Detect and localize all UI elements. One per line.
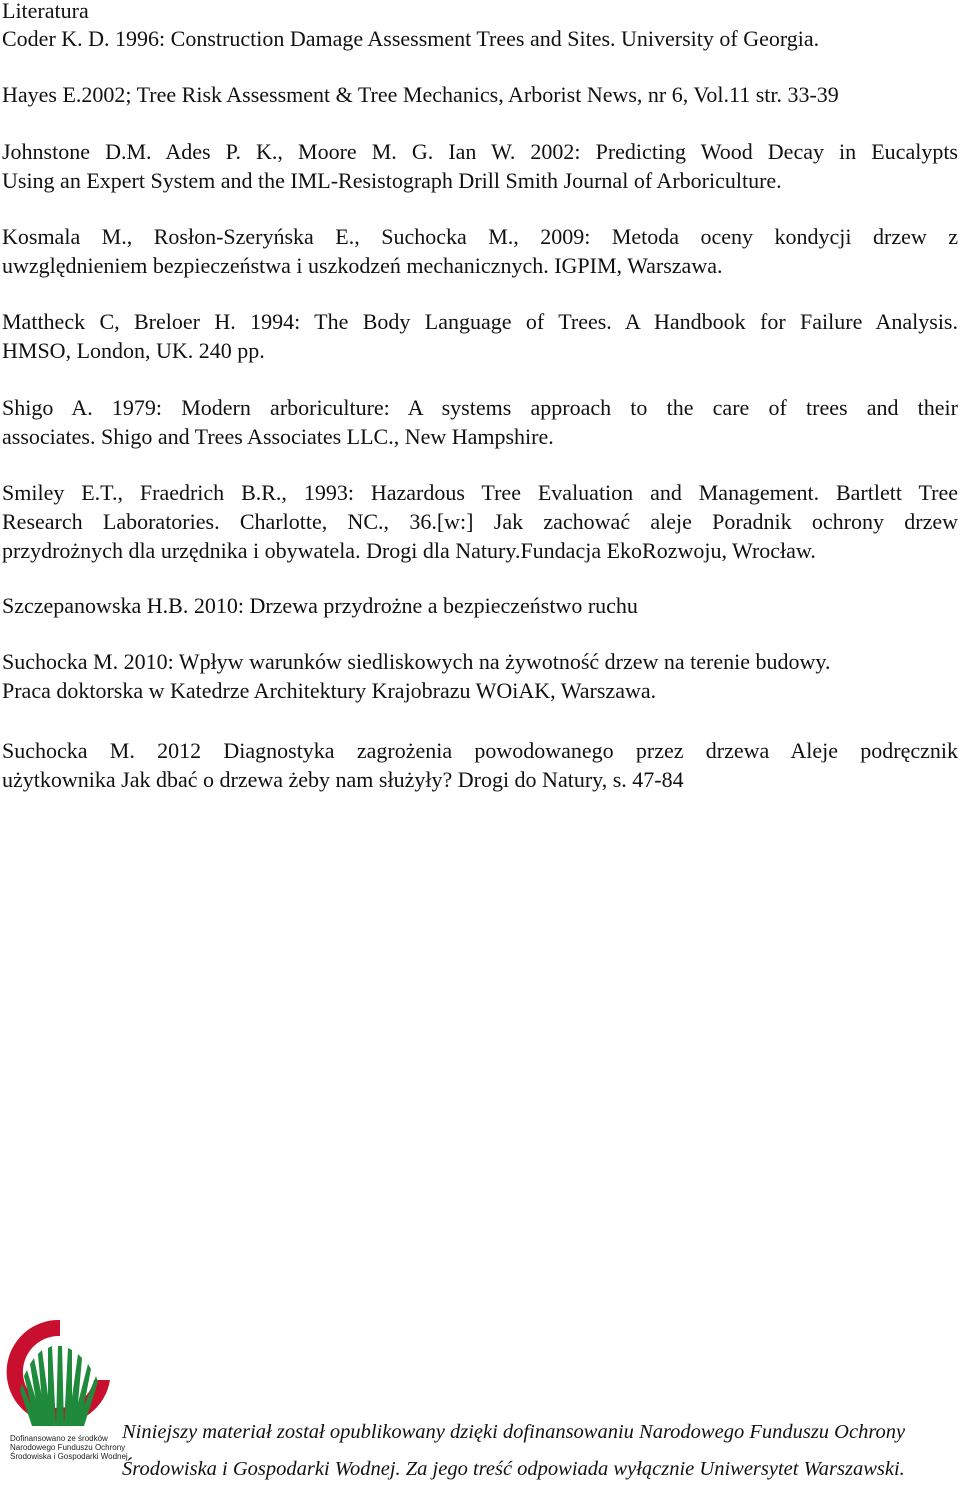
reference-entry (2, 478, 958, 565)
reference-line: Johnstone D.M. Ades P. K., Moore M. G. Ian W. 2002: Predicting Wood Decay in Eucalypts (2, 139, 958, 164)
page-title: Literatura (2, 0, 89, 23)
reference-entry (2, 137, 958, 195)
reference-line: HMSO, London, UK. 240 pp. (2, 338, 265, 363)
funding-notice-line: Środowiska i Gospodarki Wodnej. Za jego treść odpowiada wyłącznie Uniwersytet Warszawski. (122, 1458, 905, 1480)
reference-line: użytkownika Jak dbać o drzewa żeby nam służyły? Drogi do Natury, s. 47-84 (2, 767, 684, 792)
funding-notice-line: Niniejszy materiał został opublikowany dzięki dofinansowaniu Narodowego Funduszu Ochrony (122, 1421, 906, 1443)
reference-entry (2, 222, 958, 280)
reference-line: Coder K. D. 1996: Construction Damage Assessment Trees and Sites. University of Georgia. (2, 26, 820, 51)
logo-caption-line: Narodowego Funduszu Ochrony (10, 1443, 126, 1452)
reference-line: przydrożnych dla urzędnika i obywatela. Drogi dla Natury.Fundacja EkoRozwoju, Wrocław. (2, 538, 816, 563)
reference-line: Smiley E.T., Fraedrich B.R., 1993: Hazardous Tree Evaluation and Management. Bartlett Tree (2, 480, 958, 505)
reference-line: Suchocka M. 2010: Wpływ warunków siedliskowych na żywotność drzew na terenie budowy. (2, 649, 831, 674)
reference-line: Shigo A. 1979: Modern arboriculture: A systems approach to the care of trees and their (2, 395, 958, 420)
reference-entry (2, 80, 958, 109)
reference-line: Mattheck C, Breloer H. 1994: The Body Language of Trees. A Handbook for Failure Analysis. (2, 309, 958, 334)
reference-entry (2, 307, 958, 365)
reference-line: associates. Shigo and Trees Associates LLC., New Hampshire. (2, 424, 554, 449)
reference-line: Praca doktorska w Katedrze Architektury Krajobrazu WOiAK, Warszawa. (2, 678, 657, 703)
reference-entry (2, 647, 958, 705)
reference-line: Using an Expert System and the IML-Resistograph Drill Smith Journal of Arboriculture. (2, 168, 782, 193)
footer (0, 1316, 960, 1482)
nfosigw-logo-icon (2, 1316, 128, 1482)
reference-line: Suchocka M. 2012 Diagnostyka zagrożenia powodowanego przez drzewa Aleje podręcznik (2, 738, 958, 763)
logo-caption (10, 1434, 128, 1461)
logo-caption-line: Środowiska i Gospodarki Wodnej (10, 1452, 128, 1461)
reference-entry (2, 591, 958, 620)
funding-notice (122, 1414, 958, 1488)
reference-entry (2, 393, 958, 451)
reference-line: uwzględnieniem bezpieczeństwa i uszkodzeń mechanicznych. IGPIM, Warszawa. (2, 253, 723, 278)
reference-line: Szczepanowska H.B. 2010: Drzewa przydrożne a bezpieczeństwo ruchu (2, 593, 638, 618)
reference-entry (2, 24, 958, 53)
reference-entry (2, 736, 958, 794)
logo-caption-line: Dofinansowano ze środków (10, 1434, 108, 1443)
reference-line: Hayes E.2002; Tree Risk Assessment & Tree Mechanics, Arborist News, nr 6, Vol.11 str. 33-39 (2, 82, 839, 107)
reference-line: Research Laboratories. Charlotte, NC., 36.[w:] Jak zachować aleje Poradnik ochrony drzew (2, 509, 958, 534)
reference-line: Kosmala M., Rosłon-Szeryńska E., Suchocka M., 2009: Metoda oceny kondycji drzew z (2, 224, 958, 249)
